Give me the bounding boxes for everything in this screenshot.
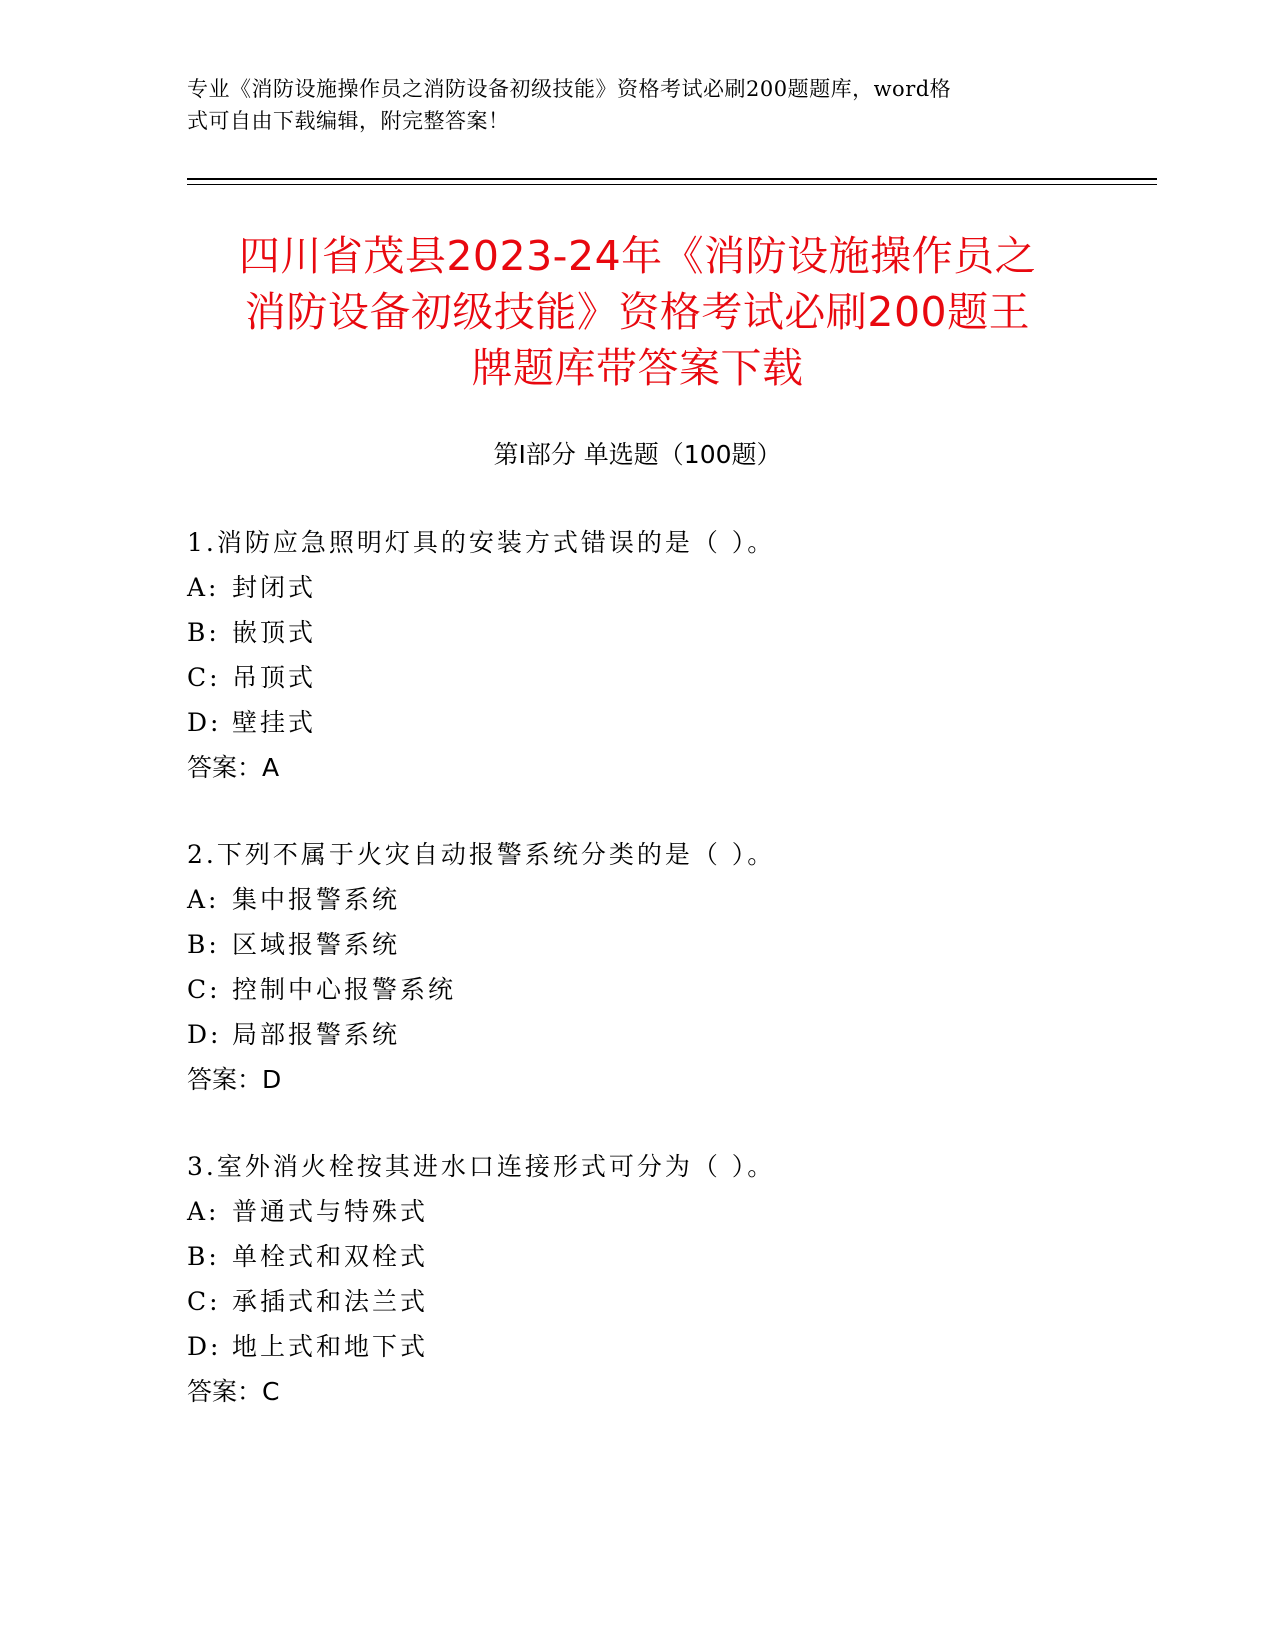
option-letter: B: (187, 618, 220, 647)
question-stem: 2.下列不属于火灾自动报警系统分类的是（ ）。 (187, 840, 776, 869)
question-stem: 3.室外消火栓按其进水口连接形式可分为（ ）。 (187, 1152, 776, 1181)
question-option-b (187, 1234, 1167, 1279)
question-option-a (187, 877, 1167, 922)
question-answer: 答案：A (187, 753, 280, 782)
title-line-1: 四川省茂县2023-24年《消防设施操作员之 (238, 232, 1037, 280)
option-letter: B: (187, 1242, 220, 1271)
option-letter: C: (187, 1287, 221, 1316)
header-divider-thick (187, 178, 1157, 180)
option-letter: A: (187, 573, 220, 602)
header-note-line-2: 式可自由下载编辑，附完整答案！ (187, 109, 510, 133)
question-answer: 答案：D (187, 1065, 282, 1094)
option-text: 集中报警系统 (232, 885, 401, 914)
question-option-b (187, 922, 1167, 967)
option-text: 控制中心报警系统 (232, 975, 457, 1004)
question-option-c (187, 1279, 1167, 1324)
option-text: 普通式与特殊式 (232, 1197, 429, 1226)
option-letter: A: (187, 885, 220, 914)
option-text: 吊顶式 (232, 663, 317, 692)
option-letter: D: (187, 1020, 222, 1049)
question-block-3 (187, 1144, 1167, 1414)
option-letter: B: (187, 930, 220, 959)
option-text: 嵌顶式 (232, 618, 317, 647)
option-letter: D: (187, 1332, 222, 1361)
option-text: 承插式和法兰式 (232, 1287, 429, 1316)
option-letter: D: (187, 708, 222, 737)
option-text: 壁挂式 (232, 708, 317, 737)
question-answer: 答案：C (187, 1377, 280, 1406)
question-option-d (187, 1012, 1167, 1057)
title-line-3: 牌题库带答案下载 (471, 344, 804, 392)
section-heading: 第Ⅰ部分 单选题（100题） (493, 440, 782, 469)
option-text: 地上式和地下式 (232, 1332, 429, 1361)
question-option-d (187, 1324, 1167, 1369)
question-stem: 1.消防应急照明灯具的安装方式错误的是（ ）。 (187, 528, 776, 557)
question-option-d (187, 700, 1167, 745)
question-block-2 (187, 832, 1167, 1102)
question-option-a (187, 565, 1167, 610)
option-text: 单栓式和双栓式 (232, 1242, 429, 1271)
question-option-c (187, 655, 1167, 700)
option-text: 区域报警系统 (232, 930, 401, 959)
document-header-note (187, 73, 1087, 137)
title-line-2: 消防设备初级技能》资格考试必刷200题王 (244, 288, 1031, 336)
option-letter: C: (187, 975, 221, 1004)
question-option-a (187, 1189, 1167, 1234)
header-divider-thin (187, 184, 1157, 185)
option-text: 局部报警系统 (232, 1020, 401, 1049)
option-letter: C: (187, 663, 221, 692)
header-note-line-1: 专业《消防设施操作员之消防设备初级技能》资格考试必刷200题题库，word格 (187, 77, 952, 101)
question-option-c (187, 967, 1167, 1012)
option-letter: A: (187, 1197, 220, 1226)
option-text: 封闭式 (232, 573, 317, 602)
question-option-b (187, 610, 1167, 655)
document-title (150, 228, 1125, 396)
question-block-1 (187, 520, 1167, 790)
